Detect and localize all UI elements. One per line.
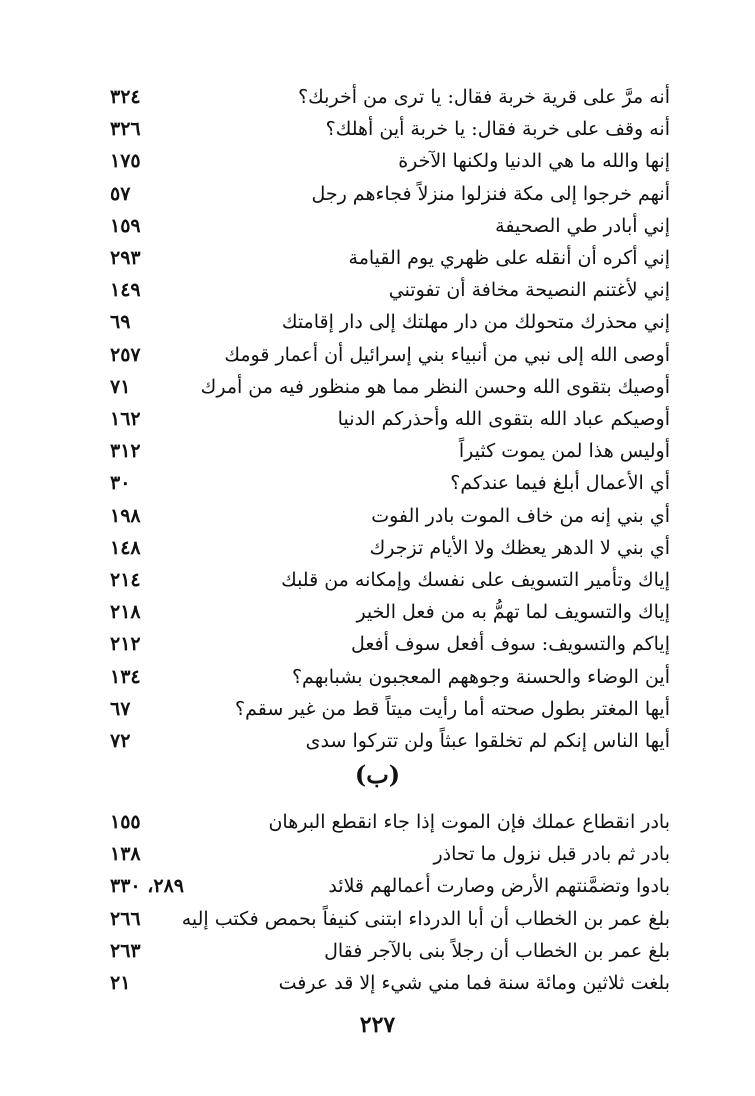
index-entry bbox=[110, 837, 670, 871]
index-entry bbox=[110, 402, 670, 436]
index-entry bbox=[110, 241, 670, 275]
entry-page-number: ٢١٨ bbox=[110, 601, 141, 624]
entry-page-number: ٢١ bbox=[110, 972, 131, 994]
entry-page-number: ٧١ bbox=[110, 375, 131, 398]
index-entry bbox=[110, 144, 670, 178]
index-entry bbox=[110, 805, 670, 839]
entry-page-number: ١٤٨ bbox=[110, 536, 141, 559]
entry-page-number: ٧٢ bbox=[110, 730, 131, 752]
index-entry bbox=[110, 934, 670, 968]
index-entry bbox=[110, 273, 670, 307]
entry-page-number: ٣٠ bbox=[110, 472, 131, 495]
index-entry bbox=[110, 692, 670, 726]
index-entry bbox=[110, 434, 670, 468]
entry-text: أي بني إنه من خاف الموت بادر الفوت bbox=[371, 504, 670, 527]
entry-page-number: ٣١٢ bbox=[110, 440, 141, 463]
index-entry bbox=[110, 869, 670, 903]
entry-page-number: ٥٧ bbox=[110, 182, 131, 205]
entry-page-number: ٢٦٦ bbox=[110, 907, 141, 930]
entry-page-number: ١٣٤ bbox=[110, 665, 141, 688]
index-entry bbox=[110, 112, 670, 146]
entry-page-number: ٢٨٩، ٣٣٠ bbox=[110, 875, 184, 898]
entry-text: إني لأغتنم النصيحة مخافة أن تفوتني bbox=[388, 279, 670, 302]
index-entry bbox=[110, 902, 670, 936]
entry-text: أوصيكم عباد الله بتقوى الله وأحذركم الدنيا bbox=[337, 408, 670, 430]
index-entry bbox=[110, 305, 670, 339]
index-entry bbox=[110, 531, 670, 565]
index-entry bbox=[110, 966, 670, 1000]
entry-page-number: ٢٩٣ bbox=[110, 247, 141, 269]
entry-page-number: ٣٢٤ bbox=[110, 86, 141, 108]
page-number: ٢٢٧ bbox=[359, 1012, 396, 1038]
index-entry bbox=[110, 370, 670, 404]
entry-text: أيها المغتر بطول صحته أما رأيت ميتاً قط من غير سقم؟ bbox=[234, 697, 670, 720]
index-entry bbox=[110, 563, 670, 597]
entry-text: أنه وقف على خربة فقال: يا خربة أين أهلك؟ bbox=[325, 118, 670, 141]
index-entry bbox=[110, 177, 670, 211]
entry-text: أي الأعمال أبلغ فيما عندكم؟ bbox=[450, 472, 670, 495]
entry-text: بادر انقطاع عملك فإن الموت إذا جاء انقطع البرهان bbox=[268, 811, 670, 833]
entry-text: إني أبادر طي الصحيفة bbox=[495, 214, 670, 237]
entry-text: بلغت ثلاثين ومائة سنة فما مني شيء إلا قد عرفت bbox=[278, 972, 670, 994]
entry-text: أوليس هذا لمن يموت كثيراً bbox=[458, 440, 670, 463]
entry-page-number: ٢١٤ bbox=[110, 569, 141, 591]
entry-text: أي بني لا الدهر يعظك ولا الأيام تزجرك bbox=[369, 536, 670, 559]
entry-text: بلغ عمر بن الخطاب أن رجلاً بنى بالآجر فقال bbox=[324, 939, 670, 962]
entry-page-number: ٦٧ bbox=[110, 697, 131, 720]
entry-page-number: ٢٦٣ bbox=[110, 939, 141, 962]
entry-text: إنها والله ما هي الدنيا ولكنها الآخرة bbox=[398, 150, 670, 173]
entry-text: أنهم خرجوا إلى مكة فنزلوا منزلاً فجاءهم رجل bbox=[311, 182, 670, 205]
entry-text: إياك والتسويف لما تهمُّ به من فعل الخير bbox=[356, 601, 670, 624]
index-entry bbox=[110, 466, 670, 500]
index-entry bbox=[110, 80, 670, 114]
entry-text: أنه مرَّ على قرية خربة فقال: يا ترى من أخربك؟ bbox=[298, 86, 670, 108]
entry-page-number: ٢٥٧ bbox=[110, 343, 141, 366]
entry-text: بادوا وتضمَّنتهم الأرض وصارت أعمالهم قلائد bbox=[328, 875, 670, 898]
index-entry bbox=[110, 660, 670, 694]
index-entry bbox=[110, 627, 670, 661]
index-entry bbox=[110, 724, 670, 758]
entry-page-number: ١٧٥ bbox=[110, 150, 141, 173]
index-entry bbox=[110, 338, 670, 372]
entry-page-number: ١٥٩ bbox=[110, 214, 141, 237]
entry-text: أيها الناس إنكم لم تخلقوا عبثاً ولن تتركوا سدى bbox=[305, 730, 670, 752]
entry-text: أين الوضاء والحسنة وجوههم المعجبون بشبابهم؟ bbox=[291, 665, 670, 688]
entry-page-number: ٦٩ bbox=[110, 311, 131, 334]
entry-text: بادر ثم بادر قبل نزول ما تحاذر bbox=[433, 843, 670, 866]
entry-page-number: ١٦٢ bbox=[110, 408, 141, 430]
entry-text: إياكم والتسويف: سوف أفعل سوف أفعل bbox=[350, 633, 670, 656]
index-entry bbox=[110, 595, 670, 629]
entry-text: إني محذرك متحولك من دار مهلتك إلى دار إقامتك bbox=[281, 311, 670, 334]
index-entry bbox=[110, 209, 670, 243]
entry-page-number: ١٣٨ bbox=[110, 843, 141, 866]
entry-text: إياك وتأمير التسويف على نفسك وإمكانه من قلبك bbox=[281, 569, 670, 591]
entry-page-number: ١٤٩ bbox=[110, 279, 141, 302]
entry-text: إني أكره أن أنقله على ظهري يوم القيامة bbox=[348, 247, 670, 269]
entry-text: بلغ عمر بن الخطاب أن أبا الدرداء ابتنى كنيفاً بحمص فكتب إليه bbox=[181, 907, 670, 930]
index-entry bbox=[110, 499, 670, 533]
entry-page-number: ٣٢٦ bbox=[110, 118, 141, 141]
section-heading-ba: (ب) bbox=[354, 760, 401, 789]
entry-page-number: ١٥٥ bbox=[110, 811, 141, 833]
entry-page-number: ١٩٨ bbox=[110, 504, 141, 527]
entry-text: أوصى الله إلى نبي من أنبياء بني إسرائيل أن أعمار قومك bbox=[224, 343, 670, 366]
entry-text: أوصيك بتقوى الله وحسن النظر مما هو منظور فيه من أمرك bbox=[200, 375, 670, 398]
entry-page-number: ٢١٢ bbox=[110, 633, 141, 656]
